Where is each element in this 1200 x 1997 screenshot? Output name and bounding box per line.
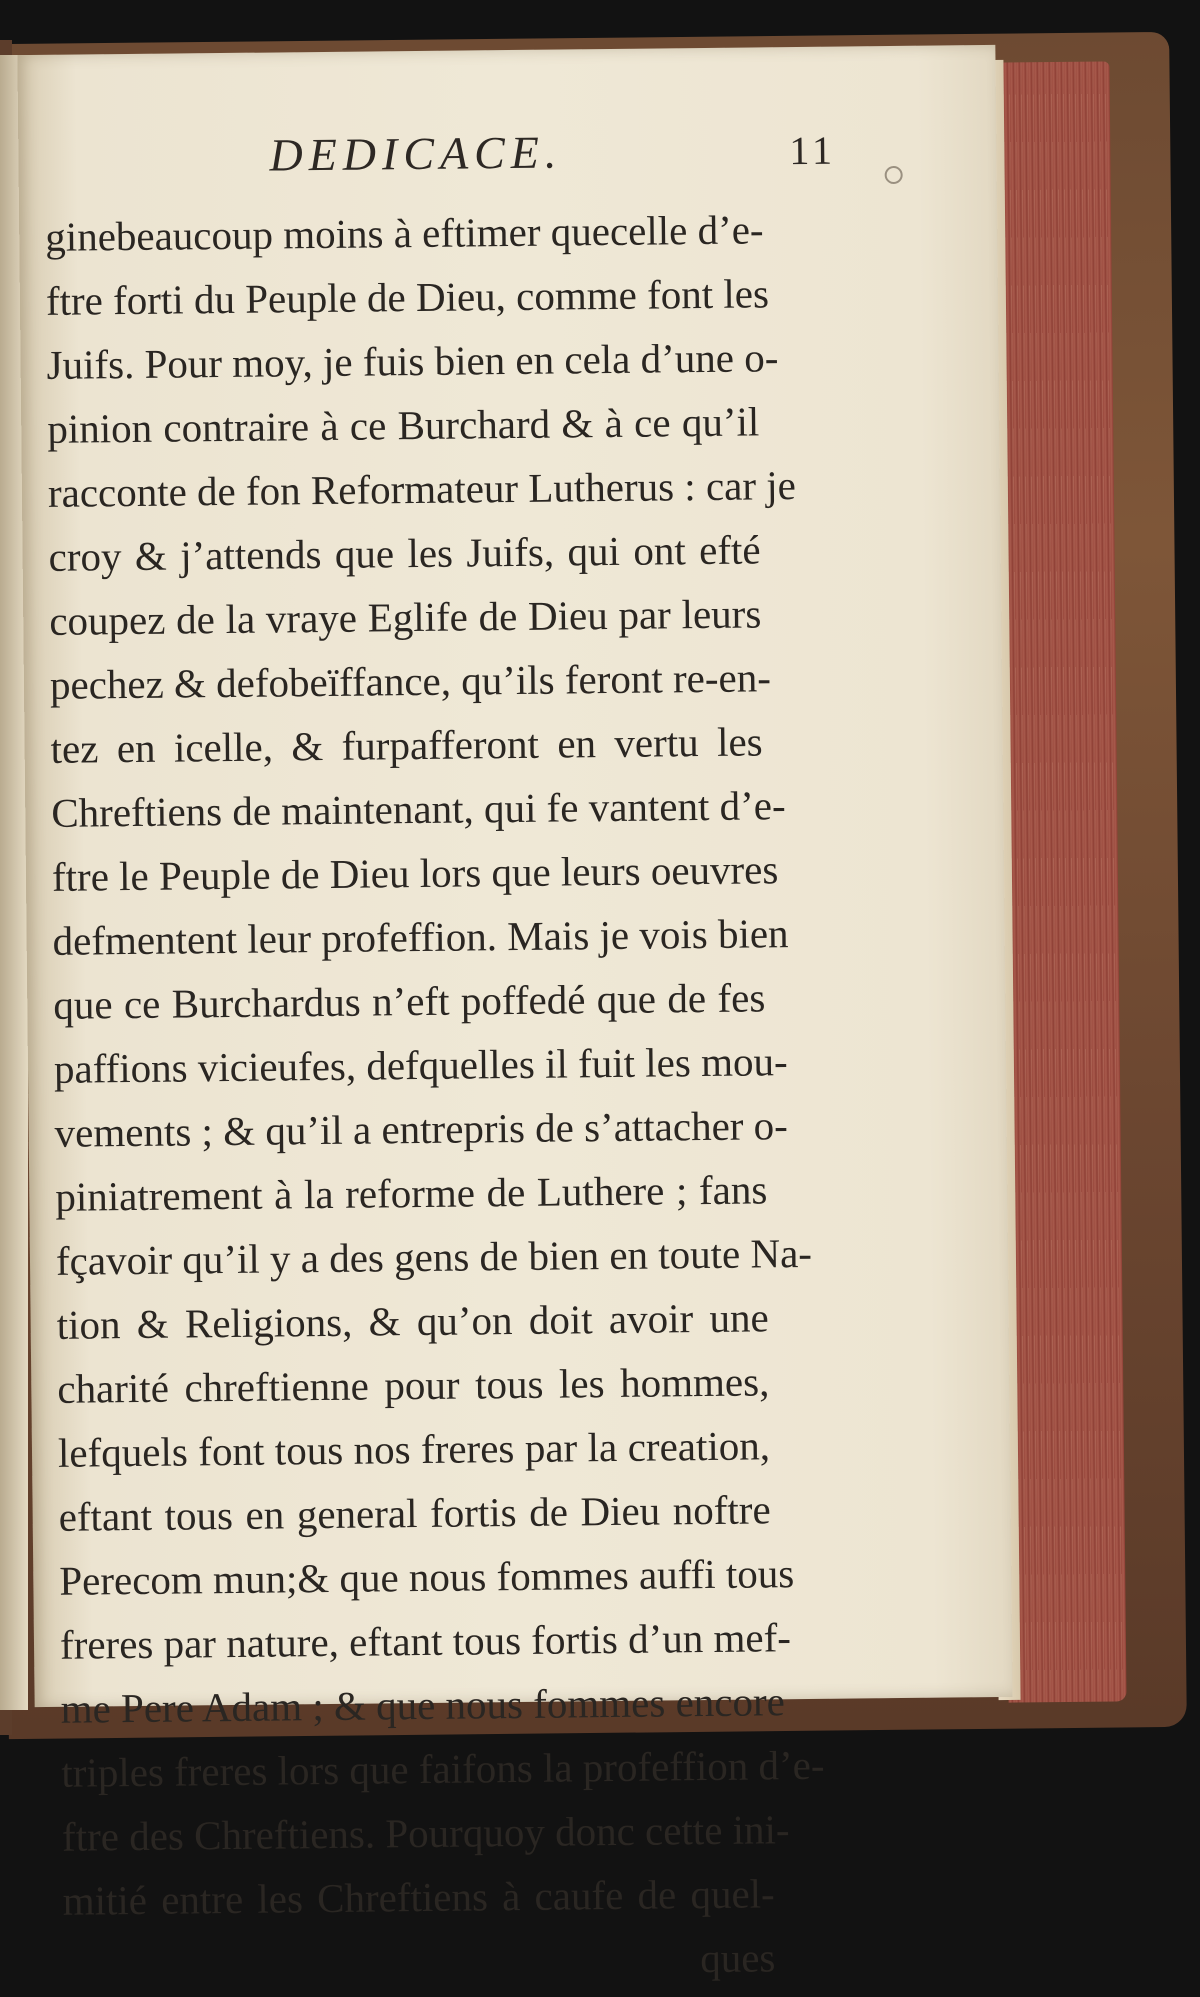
text-line: defmentent leur profeffion. Mais je vois bien [52,910,789,964]
text-line: ftre forti du Peuple de Dieu, comme font les [45,270,770,324]
text-line: triples freres lors que faifons la profeffion d’e- [61,1741,825,1796]
text-line: lefquels font tous nos freres par la creation, [57,1422,771,1476]
text-line: Perecom mun;& que nous fommes auffi tous [59,1550,795,1604]
text-line: mitié entre les Chreftiens à caufe de quel- [62,1870,775,1924]
text-line: ftre des Chreftiens. Pourquoy donc cette ini- [61,1806,790,1860]
text-line: pinion contraire à ce Burchard & à ce qu’il [47,398,760,452]
running-head [44,122,865,191]
text-line: me Pere Adam ; & que nous fommes encore [60,1678,786,1732]
text-line: paffions vicieufes, defquelles il fuit les mou- [53,1038,788,1092]
text-line: tez en icelle, & furpafferont en vertu les [50,718,763,772]
text-line: ginebeaucoup moins à eftimer quecelle d’e- [45,206,764,260]
text-line: Juifs. Pour moy, je fuis bien en cela d’une o- [46,334,779,388]
text-line: coupez de la vraye Eglife de Dieu par leurs [49,590,762,644]
text-line: Chreftiens de maintenant, qui fe vantent d’e- [51,782,786,836]
body-text [45,196,884,1996]
text-line: fçavoir qu’il y a des gens de bien en toute Na- [55,1229,813,1284]
text-line: racconte de fon Reformateur Lutherus : car je [47,462,797,516]
text-line: pechez & defobeïffance, qu’ils feront re-en- [49,654,772,708]
text-line: eftant tous en general fortis de Dieu noftre [58,1486,771,1540]
text-line: piniatrement à la reforme de Luthere ; fans [55,1166,768,1220]
page-number: 11 [789,127,837,174]
corner-mark-icon [885,166,903,184]
catchword: ques [699,1934,776,1982]
text-line: vements ; & qu’il a entrepris de s’attacher o- [54,1102,789,1156]
text-line: croy & j’attends que les Juifs, qui ont efté [48,526,761,580]
background-top [0,0,1200,36]
text-line: charité chreftienne pour tous les hommes, [57,1358,770,1412]
book-page [17,45,1012,1982]
page-content [44,122,883,1996]
text-line: ftre le Peuple de Dieu lors que leurs oeuvres [51,846,779,900]
text-line: que ce Burchardus n’eft poffedé que de fes [53,974,766,1028]
text-line: freres par nature, eftant tous fortis d’un mef- [59,1614,792,1668]
running-title: DEDICACE. [269,126,563,181]
text-line: tion & Religions, & qu’on doit avoir une [56,1294,769,1348]
